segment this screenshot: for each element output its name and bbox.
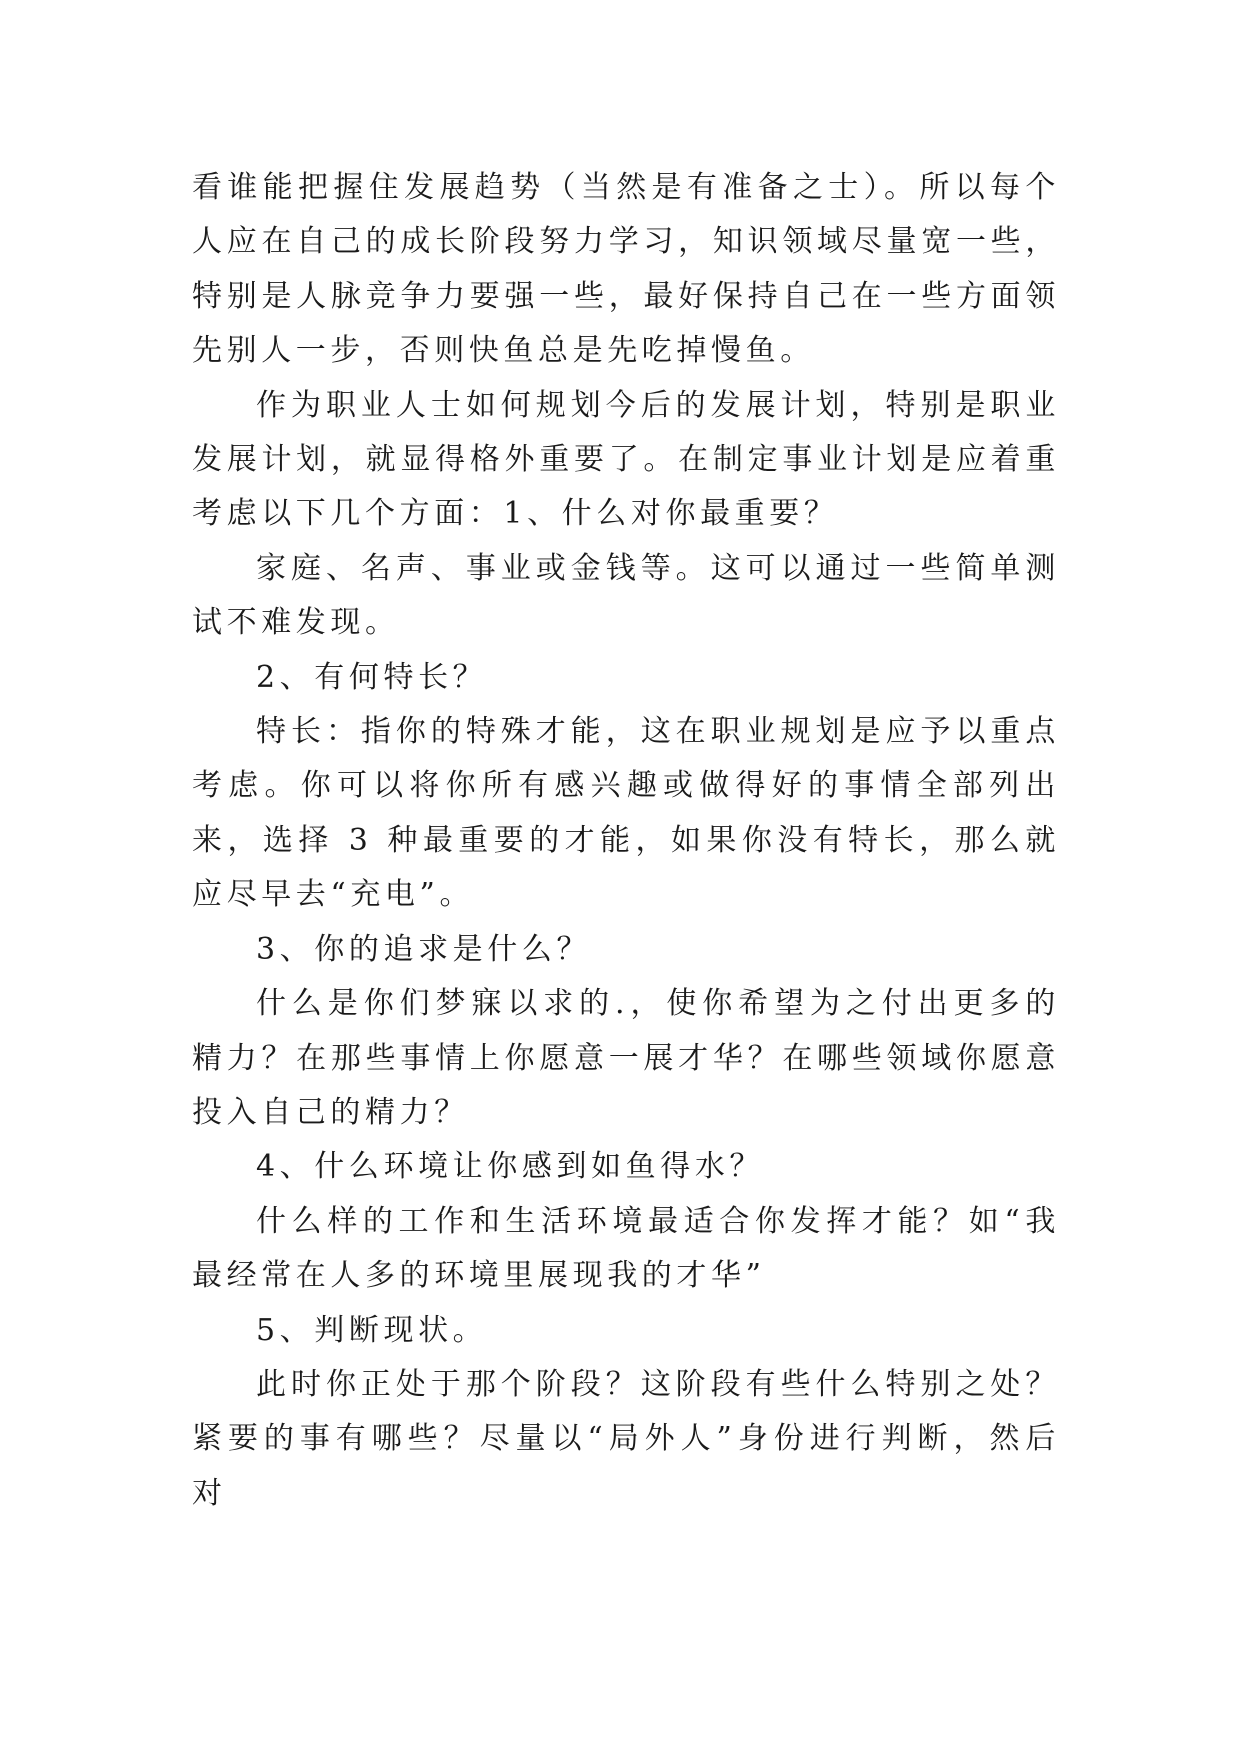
paragraph: 此时你正处于那个阶段？这阶段有些什么特别之处？紧要的事有哪些？尽量以“局外人”身份进行判断，然后对 <box>192 1366 1060 1511</box>
list-heading: 3、你的追求是什么？ <box>256 931 592 967</box>
body-text <box>192 161 1060 1521</box>
paragraph: 家庭、名声、事业或金钱等。这可以通过一些简单测试不难发现。 <box>192 550 1060 641</box>
paragraph: 什么样的工作和生活环境最适合你发挥才能？如“我最经常在人多的环境里展现我的才华” <box>192 1203 1060 1294</box>
paragraph: 作为职业人士如何规划今后的发展计划，特别是职业发展计划，就显得格外重要了。在制定事业计划是应着重考虑以下几个方面：1、什么对你最重要？ <box>192 387 1060 532</box>
list-heading: 2、有何特长？ <box>256 659 488 695</box>
list-heading: 4、什么环境让你感到如鱼得水？ <box>256 1149 765 1185</box>
paragraph: 特长：指你的特殊才能，这在职业规划是应予以重点考虑。你可以将你所有感兴趣或做得好的事情全部列出来，选择 3 种最重要的才能，如果你没有特长，那么就应尽早去“充电”。 <box>192 714 1060 913</box>
paragraph: 看谁能把握住发展趋势（当然是有准备之士）。所以每个人应在自己的成长阶段努力学习，知识领域尽量宽一些，特别是人脉竞争力要强一些，最好保持自己在一些方面领先别人一步，否则快鱼总是先吃掉慢鱼。 <box>192 170 1060 369</box>
paragraph: 什么是你们梦寐以求的.，使你希望为之付出更多的精力？在那些事情上你愿意一展才华？在哪些领域你愿意投入自己的精力？ <box>192 986 1060 1130</box>
list-heading: 5、判断现状。 <box>256 1312 488 1348</box>
